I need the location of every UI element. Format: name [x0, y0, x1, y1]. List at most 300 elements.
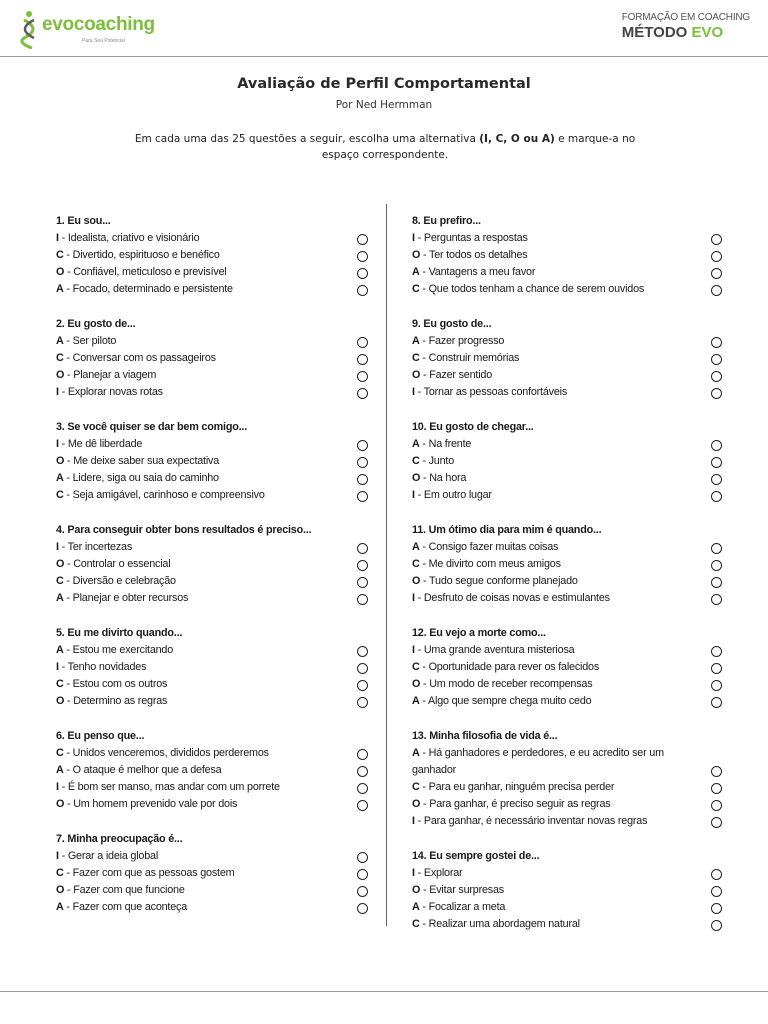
answer-radio[interactable] — [711, 457, 722, 468]
answer-option — [412, 590, 722, 607]
option-letter: C — [412, 558, 420, 570]
option-separator: - — [414, 489, 424, 501]
answer-option — [56, 350, 368, 367]
answer-option — [412, 367, 722, 384]
metodo-evo-brand — [622, 12, 750, 41]
question-title: 9. Eu gosto de... — [412, 318, 492, 330]
option-text: Algo que sempre chega muito cedo — [428, 695, 592, 707]
option-letter: O — [412, 472, 421, 484]
brand-subtitle: FORMAÇÃO EM COACHING — [621, 12, 750, 23]
answer-radio[interactable] — [357, 251, 368, 262]
answer-radio[interactable] — [711, 234, 722, 245]
option-separator: - — [419, 695, 429, 707]
answer-radio[interactable] — [357, 594, 368, 605]
option-letter: I — [412, 644, 415, 656]
answer-radio[interactable] — [357, 474, 368, 485]
option-letter: C — [56, 575, 64, 587]
answer-radio[interactable] — [357, 766, 368, 777]
option-separator: - — [63, 489, 73, 501]
option-letter: O — [412, 575, 421, 587]
question-title: 11. Um ótimo dia para mim é quando... — [412, 524, 602, 536]
option-letter: O — [412, 249, 421, 261]
option-text: Fazer progresso — [428, 335, 505, 347]
answer-option — [56, 745, 368, 762]
option-text: Unidos venceremos, divididos perderemos — [72, 747, 269, 759]
option-separator: - — [58, 232, 68, 244]
option-text: Confiável, meticuloso e previsível — [73, 266, 227, 278]
answer-option — [56, 796, 368, 813]
answer-option — [56, 556, 368, 573]
answer-option — [412, 693, 722, 710]
answer-option — [56, 865, 368, 882]
option-text: É bom ser manso, mas andar com um porrete — [67, 781, 280, 793]
option-text: Ser piloto — [72, 335, 117, 347]
answer-radio[interactable] — [711, 766, 722, 777]
option-separator: - — [58, 781, 68, 793]
answer-option — [56, 676, 368, 693]
answer-option — [56, 590, 368, 607]
option-letter: C — [412, 918, 420, 930]
answer-radio[interactable] — [357, 663, 368, 674]
answer-radio[interactable] — [357, 268, 368, 279]
option-text: Estou com os outros — [72, 678, 168, 690]
answer-radio[interactable] — [357, 903, 368, 914]
answer-radio[interactable] — [711, 800, 722, 811]
question-block — [412, 419, 722, 504]
answer-option — [412, 916, 722, 933]
option-text: Focado, determinado e persistente — [72, 283, 233, 295]
option-letter: C — [412, 352, 420, 364]
answer-radio[interactable] — [357, 783, 368, 794]
answer-option — [412, 745, 722, 779]
option-letter: C — [56, 352, 64, 364]
option-text: Desfruto de coisas novas e estimulantes — [423, 592, 610, 604]
option-separator: - — [414, 867, 424, 879]
option-separator: - — [420, 472, 430, 484]
option-letter: A — [412, 266, 420, 278]
answer-radio[interactable] — [711, 543, 722, 554]
option-separator: - — [419, 781, 429, 793]
option-separator: - — [414, 815, 424, 827]
answer-option — [56, 264, 368, 281]
answer-radio[interactable] — [357, 440, 368, 451]
instructions: Em cada uma das 25 questões a seguir, escolha uma alternativa (I, C, O ou A) e marque-a no espaço correspondente. — [134, 133, 636, 161]
answer-radio[interactable] — [357, 749, 368, 760]
question-block — [412, 728, 722, 830]
option-separator: - — [414, 644, 424, 656]
option-letter: O — [56, 266, 65, 278]
answer-option — [56, 762, 368, 779]
question-block — [412, 213, 722, 298]
answer-option — [412, 247, 722, 264]
option-letter: I — [56, 661, 59, 673]
option-separator: - — [419, 541, 429, 553]
question-block — [56, 316, 368, 401]
option-letter: O — [56, 558, 65, 570]
option-separator: - — [63, 283, 73, 295]
header-divider — [0, 56, 768, 57]
option-text: Me deixe saber sua expectativa — [73, 455, 220, 467]
option-text: Fazer com que as pessoas gostem — [72, 867, 235, 879]
option-separator: - — [63, 335, 73, 347]
answer-radio[interactable] — [711, 251, 722, 262]
answer-option — [412, 813, 722, 830]
question-block — [412, 625, 722, 710]
answer-radio[interactable] — [357, 543, 368, 554]
answer-radio[interactable] — [711, 337, 722, 348]
option-separator: - — [64, 558, 74, 570]
option-text: Seja amigável, carinhoso e compreensivo — [72, 489, 265, 501]
answer-radio[interactable] — [711, 388, 722, 399]
answer-radio[interactable] — [357, 646, 368, 657]
answer-radio[interactable] — [711, 440, 722, 451]
option-separator: - — [64, 266, 74, 278]
option-text: Estou me exercitando — [72, 644, 174, 656]
answer-radio[interactable] — [357, 337, 368, 348]
question-block — [56, 522, 368, 607]
option-text: Determino as regras — [73, 695, 168, 707]
option-separator: - — [419, 747, 429, 759]
option-text: Evitar surpresas — [429, 884, 505, 896]
option-separator: - — [63, 867, 73, 879]
option-separator: - — [63, 747, 73, 759]
right-question-column — [412, 213, 722, 933]
answer-option — [412, 350, 722, 367]
option-text: Explorar novas rotas — [67, 386, 163, 398]
option-letter: C — [56, 747, 64, 759]
answer-radio[interactable] — [711, 491, 722, 502]
option-letter: C — [412, 781, 420, 793]
option-text: Que todos tenham a chance de serem ouvidos — [428, 283, 645, 295]
question-block — [56, 831, 368, 916]
answer-radio[interactable] — [711, 903, 722, 914]
answer-radio[interactable] — [711, 817, 722, 828]
answer-radio[interactable] — [711, 594, 722, 605]
logo-tagline: Para Seu Potencial — [82, 38, 125, 44]
option-letter: A — [56, 335, 64, 347]
answer-option — [412, 487, 722, 504]
option-letter: I — [412, 592, 415, 604]
option-separator: - — [419, 335, 429, 347]
option-text: Há ganhadores e perdedores, e eu acredito ser um ganhador — [412, 747, 664, 776]
answer-radio[interactable] — [357, 491, 368, 502]
answer-option — [56, 487, 368, 504]
answer-radio[interactable] — [711, 577, 722, 588]
option-separator: - — [63, 352, 73, 364]
answer-radio[interactable] — [711, 886, 722, 897]
answer-radio[interactable] — [357, 869, 368, 880]
option-letter: C — [412, 283, 420, 295]
option-letter: A — [412, 695, 420, 707]
option-letter: I — [412, 815, 415, 827]
option-letter: A — [412, 901, 420, 913]
option-text: Para ganhar, é preciso seguir as regras — [429, 798, 611, 810]
option-letter: A — [56, 283, 64, 295]
option-separator: - — [63, 249, 73, 261]
option-text: Ter todos os detalhes — [429, 249, 528, 261]
option-letter: A — [412, 335, 420, 347]
answer-radio[interactable] — [711, 663, 722, 674]
question-title: 4. Para conseguir obter bons resultados é preciso... — [56, 524, 312, 536]
answer-radio[interactable] — [711, 869, 722, 880]
answer-option — [412, 384, 722, 401]
answer-radio[interactable] — [711, 783, 722, 794]
option-separator: - — [58, 661, 68, 673]
answer-option — [412, 899, 722, 916]
answer-option — [56, 882, 368, 899]
question-title: 7. Minha preocupação é... — [56, 833, 183, 845]
option-text: Um homem prevenido vale por dois — [73, 798, 238, 810]
option-separator: - — [419, 283, 429, 295]
option-text: Junto — [428, 455, 455, 467]
page-subtitle: Por Ned Hermman — [335, 99, 433, 111]
option-text: Vantagens a meu favor — [428, 266, 536, 278]
option-letter: I — [56, 850, 59, 862]
option-text: Divertido, espirituoso e benéfico — [72, 249, 220, 261]
answer-radio[interactable] — [711, 474, 722, 485]
column-divider — [386, 204, 387, 926]
option-text: Realizar uma abordagem natural — [428, 918, 580, 930]
option-separator: - — [58, 541, 68, 553]
option-text: Na frente — [428, 438, 472, 450]
option-separator: - — [420, 249, 430, 261]
answer-radio[interactable] — [357, 285, 368, 296]
answer-radio[interactable] — [711, 560, 722, 571]
option-separator: - — [63, 575, 73, 587]
option-separator: - — [420, 575, 430, 587]
option-letter: A — [412, 747, 420, 759]
question-title: 8. Eu prefiro... — [412, 215, 481, 227]
answer-radio[interactable] — [357, 388, 368, 399]
option-text: Me dê liberdade — [67, 438, 143, 450]
option-letter: I — [412, 386, 415, 398]
question-block — [56, 213, 368, 298]
option-separator: - — [420, 678, 430, 690]
option-separator: - — [64, 455, 74, 467]
option-text: Uma grande aventura misteriosa — [423, 644, 575, 656]
answer-option — [412, 264, 722, 281]
option-separator: - — [64, 369, 74, 381]
option-letter: A — [56, 644, 64, 656]
option-letter: A — [412, 541, 420, 553]
option-letter: O — [56, 695, 65, 707]
answer-option — [412, 865, 722, 882]
answer-radio[interactable] — [357, 354, 368, 365]
answer-radio[interactable] — [357, 852, 368, 863]
option-text: Fazer com que aconteça — [72, 901, 188, 913]
answer-option — [56, 539, 368, 556]
option-letter: O — [56, 798, 65, 810]
option-separator: - — [419, 558, 429, 570]
answer-option — [56, 384, 368, 401]
answer-option — [56, 453, 368, 470]
answer-option — [56, 642, 368, 659]
option-text: Para ganhar, é necessário inventar novas regras — [423, 815, 648, 827]
answer-option — [412, 281, 722, 298]
option-separator: - — [414, 592, 424, 604]
option-separator: - — [64, 884, 74, 896]
option-separator: - — [420, 884, 430, 896]
option-text: Focalizar a meta — [428, 901, 506, 913]
option-letter: I — [412, 867, 415, 879]
option-separator: - — [420, 798, 430, 810]
option-text: Na hora — [429, 472, 467, 484]
option-separator: - — [63, 678, 73, 690]
option-text: Consigo fazer muitas coisas — [428, 541, 559, 553]
question-title: 13. Minha filosofia de vida é... — [412, 730, 558, 742]
brand-title: MÉTODO EVO — [621, 24, 724, 41]
answer-option — [412, 779, 722, 796]
answer-option — [56, 693, 368, 710]
answer-option — [412, 556, 722, 573]
question-title: 10. Eu gosto de chegar... — [412, 421, 534, 433]
answer-radio[interactable] — [711, 920, 722, 931]
option-separator: - — [414, 386, 424, 398]
option-separator: - — [63, 472, 73, 484]
option-text: Gerar a ideia global — [67, 850, 159, 862]
option-separator: - — [419, 438, 429, 450]
answer-radio[interactable] — [711, 371, 722, 382]
answer-radio[interactable] — [357, 577, 368, 588]
option-text: Um modo de receber recompensas — [429, 678, 593, 690]
answer-option — [56, 470, 368, 487]
option-separator: - — [64, 695, 74, 707]
option-separator: - — [414, 232, 424, 244]
option-text: Explorar — [423, 867, 463, 879]
answer-option — [412, 882, 722, 899]
option-letter: C — [56, 249, 64, 261]
option-text: Em outro lugar — [423, 489, 492, 501]
question-block — [412, 522, 722, 607]
answer-radio[interactable] — [711, 285, 722, 296]
option-letter: O — [412, 369, 421, 381]
option-separator: - — [419, 661, 429, 673]
option-separator: - — [419, 918, 429, 930]
option-letter: I — [412, 489, 415, 501]
answer-option — [412, 573, 722, 590]
logo-wordmark: evocoaching — [42, 14, 155, 35]
option-text: Fazer sentido — [429, 369, 493, 381]
option-letter: A — [56, 472, 64, 484]
option-separator: - — [58, 850, 68, 862]
answer-option — [412, 659, 722, 676]
question-title: 3. Se você quiser se dar bem comigo... — [56, 421, 248, 433]
option-text: Lidere, siga ou saia do caminho — [72, 472, 219, 484]
question-title: 12. Eu vejo a morte como... — [412, 627, 546, 639]
answer-option — [412, 642, 722, 659]
answer-option — [56, 436, 368, 453]
option-letter: O — [412, 798, 421, 810]
answer-radio[interactable] — [357, 680, 368, 691]
answer-radio[interactable] — [357, 371, 368, 382]
option-text: Construir memórias — [428, 352, 520, 364]
question-block — [56, 728, 368, 813]
answer-option — [56, 281, 368, 298]
option-text: Tenho novidades — [67, 661, 147, 673]
answer-option — [412, 539, 722, 556]
option-separator: - — [63, 901, 73, 913]
answer-radio[interactable] — [357, 697, 368, 708]
answer-option — [56, 659, 368, 676]
question-block — [412, 848, 722, 933]
option-text: Conversar com os passageiros — [72, 352, 216, 364]
option-text: Tornar as pessoas confortáveis — [423, 386, 568, 398]
option-text: Planejar a viagem — [73, 369, 157, 381]
question-block — [56, 625, 368, 710]
option-separator: - — [63, 592, 73, 604]
answer-radio[interactable] — [357, 886, 368, 897]
question-title: 6. Eu penso que... — [56, 730, 145, 742]
option-text: O ataque é melhor que a defesa — [72, 764, 222, 776]
option-text: Planejar e obter recursos — [72, 592, 189, 604]
option-letter: I — [56, 438, 59, 450]
option-separator: - — [58, 386, 68, 398]
answer-radio[interactable] — [357, 234, 368, 245]
answer-option — [56, 573, 368, 590]
answer-option — [56, 230, 368, 247]
answer-option — [56, 247, 368, 264]
left-question-column — [56, 213, 368, 916]
answer-option — [56, 367, 368, 384]
option-letter: A — [412, 438, 420, 450]
option-text: Oportunidade para rever os falecidos — [428, 661, 600, 673]
answer-option — [56, 899, 368, 916]
option-separator: - — [63, 644, 73, 656]
option-letter: O — [56, 369, 65, 381]
answer-radio[interactable] — [711, 680, 722, 691]
option-text: Me divirto com meus amigos — [428, 558, 561, 570]
page-header — [0, 0, 768, 58]
option-separator: - — [58, 438, 68, 450]
answer-option — [412, 333, 722, 350]
answer-option — [412, 230, 722, 247]
answer-radio[interactable] — [711, 354, 722, 365]
answer-radio[interactable] — [357, 560, 368, 571]
answer-radio[interactable] — [357, 457, 368, 468]
option-text: Perguntas a respostas — [423, 232, 528, 244]
option-letter: I — [56, 541, 59, 553]
option-text: Tudo segue conforme planejado — [429, 575, 578, 587]
question-title: 14. Eu sempre gostei de... — [412, 850, 540, 862]
answer-option — [412, 436, 722, 453]
answer-option — [412, 676, 722, 693]
option-letter: O — [56, 884, 65, 896]
option-letter: C — [412, 661, 420, 673]
footer-divider — [0, 991, 768, 992]
option-letter: C — [56, 867, 64, 879]
option-separator: - — [64, 798, 74, 810]
question-title: 2. Eu gosto de... — [56, 318, 136, 330]
answer-radio[interactable] — [711, 697, 722, 708]
option-separator: - — [420, 369, 430, 381]
question-title: 5. Eu me divirto quando... — [56, 627, 183, 639]
answer-radio[interactable] — [711, 268, 722, 279]
option-text: Idealista, criativo e visionário — [67, 232, 200, 244]
page-title: Avaliação de Perfil Comportamental — [237, 76, 531, 92]
answer-option — [412, 470, 722, 487]
option-separator: - — [419, 901, 429, 913]
answer-radio[interactable] — [357, 800, 368, 811]
option-text: Controlar o essencial — [73, 558, 171, 570]
option-letter: I — [412, 232, 415, 244]
answer-option — [412, 796, 722, 813]
option-letter: I — [56, 386, 59, 398]
option-letter: I — [56, 232, 59, 244]
option-letter: A — [56, 592, 64, 604]
answer-radio[interactable] — [711, 646, 722, 657]
option-letter: O — [412, 884, 421, 896]
option-separator: - — [419, 455, 429, 467]
